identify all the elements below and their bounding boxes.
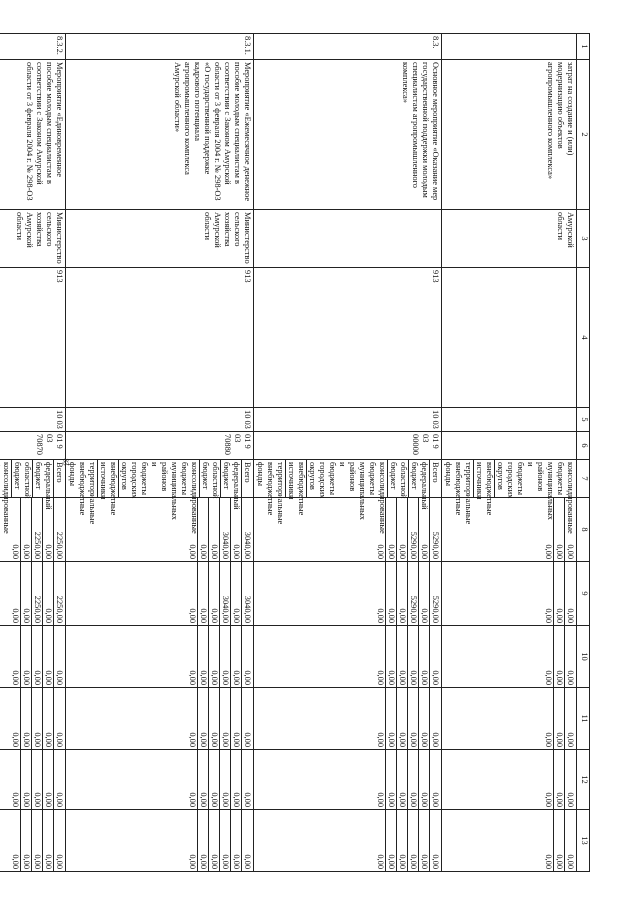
value-line: 0,00: [188, 608, 197, 623]
value-line: 0,00: [544, 608, 553, 623]
value-line: 0,00: [197, 562, 208, 625]
header-cell: 11: [577, 688, 590, 750]
cell-v10: [0, 626, 66, 688]
value-line: 0,00: [429, 626, 440, 687]
value-line: 0,00: [544, 732, 553, 747]
header-cell: 7: [577, 460, 590, 498]
header-cell: 5: [577, 408, 590, 432]
source-line: внебюджетные источники: [287, 462, 306, 516]
value-line: 0,00: [553, 498, 564, 561]
cell-num: 8.3.: [254, 34, 442, 60]
value-line: 0,00: [31, 626, 42, 687]
value-line: 0,00: [219, 750, 230, 809]
header-cell: 12: [577, 750, 590, 810]
value-line: 0,00: [241, 688, 252, 749]
header-cell: 9: [577, 562, 590, 626]
value-line: 0,00: [20, 498, 31, 561]
value-line: 0,00: [407, 688, 418, 749]
value-line: 0,00: [197, 626, 208, 687]
value-line: 0,00: [208, 562, 219, 625]
value-line: 0,00: [53, 626, 64, 687]
value-line: 3040,00: [219, 562, 230, 625]
cell-cs: 01 9 03 00000: [254, 432, 442, 460]
value-line: 0,00: [407, 750, 418, 809]
cell-name: Основное мероприятие «Оказание мер государственной поддержки молодым специалистам агропромышленного комплекса»: [254, 60, 442, 210]
value-line: 0,00: [20, 810, 31, 871]
value-line: 0,00: [376, 544, 385, 559]
value-line: 5290,00: [407, 498, 418, 561]
header-row: [577, 34, 590, 872]
header-cell: 8: [577, 498, 590, 562]
source-line: территориальные внебюджетные фонды: [68, 462, 97, 525]
value-line: 0,00: [188, 544, 197, 559]
cell-exec: [254, 210, 442, 268]
value-line: 0,00: [219, 810, 230, 871]
cell-v9: [254, 562, 442, 626]
value-line: 3040,00: [241, 498, 252, 561]
value-line: 0,00: [230, 810, 241, 871]
value-line: 0,00: [208, 810, 219, 871]
cell-name: Мероприятие «Ежемесячное денежное пособие молодым специалистам в соответствии с Законом Амурской области от 3 февраля 2004 г. № 298-ОЗ «О государственной поддержке кадрового потенциала агропромышленного комплекса Амурской области»: [66, 60, 254, 210]
value-line: 0,00: [42, 750, 53, 809]
header-cell: 13: [577, 810, 590, 872]
value-line: 0,00: [385, 562, 396, 625]
cell-rz: [442, 408, 577, 432]
value-line: 0,00: [385, 810, 396, 871]
value-line: 0,00: [396, 562, 407, 625]
cell-v12: [66, 750, 254, 810]
source-line: федеральный бюджет: [34, 462, 53, 510]
cell-v9: [66, 562, 254, 626]
cell-v12: [254, 750, 442, 810]
value-line: 0,00: [11, 792, 20, 807]
source-line: областной бюджет: [389, 462, 408, 499]
rotated-page: [2, 33, 590, 871]
cell-grbs: 913: [0, 268, 66, 408]
value-line: 0,00: [241, 810, 252, 871]
value-line: 0,00: [11, 544, 20, 559]
value-line: 0,00: [208, 750, 219, 809]
value-line: 0,00: [20, 562, 31, 625]
source-line: внебюджетные источники: [475, 462, 494, 516]
value-line: 0,00: [429, 810, 440, 871]
cell-v13: [66, 810, 254, 872]
cell-v12: [442, 750, 577, 810]
value-line: 0,00: [208, 688, 219, 749]
value-line: 0,00: [219, 626, 230, 687]
cell-num: 8.3.1.: [66, 34, 254, 60]
value-line: 0,00: [396, 810, 407, 871]
cell-grbs: [442, 268, 577, 408]
value-line: 0,00: [197, 688, 208, 749]
value-line: 0,00: [385, 626, 396, 687]
table-body: [0, 34, 590, 872]
cell-v11: [254, 688, 442, 750]
cell-v11: [0, 688, 66, 750]
value-line: 0,00: [407, 626, 418, 687]
cell-cs: 01 9 03 70870: [0, 432, 66, 460]
value-line: 0,00: [208, 498, 219, 561]
cell-grbs: 913: [66, 268, 254, 408]
table-row: [254, 34, 442, 872]
table-row: [442, 34, 577, 872]
value-line: 0,00: [42, 688, 53, 749]
value-line: 0,00: [219, 688, 230, 749]
cell-v13: [442, 810, 577, 872]
value-line: 3040,00: [241, 562, 252, 625]
value-line: 0,00: [553, 810, 564, 871]
value-line: 0,00: [188, 854, 197, 869]
value-line: 0,00: [197, 750, 208, 809]
value-line: 0,00: [230, 562, 241, 625]
cell-v9: [0, 562, 66, 626]
value-line: 0,00: [396, 626, 407, 687]
cell-v13: [0, 810, 66, 872]
value-line: 0,00: [418, 750, 429, 809]
header-cell: 10: [577, 626, 590, 688]
value-line: 0,00: [544, 854, 553, 869]
cell-sources: [442, 460, 577, 534]
value-line: 0,00: [11, 670, 20, 685]
value-line: 0,00: [53, 688, 64, 749]
value-line: 0,00: [20, 750, 31, 809]
value-line: 0,00: [396, 688, 407, 749]
source-line: консолидированные бюджеты муниципальных районов и бюджеты городских округов: [120, 462, 199, 534]
source-line: Всего: [429, 460, 440, 497]
value-line: 0,00: [197, 810, 208, 871]
cell-v10: [442, 626, 577, 688]
value-line: 0,00: [385, 498, 396, 561]
value-line: 0,00: [553, 750, 564, 809]
value-line: 0,00: [418, 626, 429, 687]
cell-exec: Министерство сельского хозяйства Амурской области: [66, 210, 254, 268]
value-line: 0,00: [53, 750, 64, 809]
value-line: 0,00: [553, 626, 564, 687]
value-line: 0,00: [564, 750, 575, 809]
cell-v11: [442, 688, 577, 750]
value-line: 0,00: [42, 810, 53, 871]
source-line: Всего: [53, 460, 64, 497]
value-line: 0,00: [197, 498, 208, 561]
cell-num: [442, 34, 577, 60]
source-line: федеральный бюджет: [222, 462, 241, 510]
source-line: федеральный бюджет: [410, 462, 429, 510]
value-line: 0,00: [31, 750, 42, 809]
value-line: 0,00: [188, 732, 197, 747]
value-line: 0,00: [564, 498, 575, 561]
value-line: 2250,00: [53, 498, 64, 561]
value-line: 0,00: [553, 688, 564, 749]
value-line: 0,00: [429, 688, 440, 749]
value-line: 0,00: [20, 626, 31, 687]
value-line: 0,00: [241, 750, 252, 809]
cell-sources: [0, 460, 66, 534]
value-line: 0,00: [376, 732, 385, 747]
value-line: 0,00: [385, 688, 396, 749]
cell-name: Мероприятие «Единовременное пособие молодым специалистам в соответствии с Законом Амурской области от 3 февраля 2004 г. № 298-ОЗ: [0, 60, 66, 210]
page-number: 83: [61, 458, 70, 466]
header-cell: 3: [577, 210, 590, 268]
value-line: 0,00: [230, 498, 241, 561]
value-line: 0,00: [385, 750, 396, 809]
value-line: 0,00: [376, 670, 385, 685]
value-line: 0,00: [418, 688, 429, 749]
value-line: 0,00: [31, 688, 42, 749]
value-line: 0,00: [11, 732, 20, 747]
value-line: 3040,00: [219, 498, 230, 561]
value-line: 0,00: [418, 810, 429, 871]
cell-exec: Амурской области: [442, 210, 577, 268]
value-line: 0,00: [544, 670, 553, 685]
header-cell: 1: [577, 34, 590, 60]
cell-rz: 10 03: [66, 408, 254, 432]
value-line: 0,00: [53, 810, 64, 871]
source-line: областной бюджет: [13, 462, 32, 499]
cell-v9: [442, 562, 577, 626]
value-line: 0,00: [188, 670, 197, 685]
value-line: 0,00: [418, 562, 429, 625]
cell-sources: [66, 460, 254, 534]
cell-sources: [254, 460, 442, 534]
cell-v10: [254, 626, 442, 688]
value-line: 0,00: [564, 562, 575, 625]
value-line: 0,00: [544, 544, 553, 559]
value-line: 0,00: [544, 792, 553, 807]
value-line: 0,00: [564, 810, 575, 871]
value-line: 0,00: [376, 792, 385, 807]
value-line: 0,00: [429, 750, 440, 809]
value-line: 2250,00: [31, 498, 42, 561]
value-line: 5290,00: [429, 562, 440, 625]
value-line: 0,00: [31, 810, 42, 871]
value-line: 0,00: [407, 810, 418, 871]
cell-rz: 10 03: [0, 408, 66, 432]
header-cell: 6: [577, 432, 590, 460]
cell-v10: [66, 626, 254, 688]
value-line: 0,00: [42, 626, 53, 687]
value-line: 0,00: [396, 498, 407, 561]
source-line: территориальные внебюджетные фонды: [444, 462, 473, 525]
cell-cs: [442, 432, 577, 460]
cell-exec: Министерство сельского хозяйства Амурской области: [0, 210, 66, 268]
value-line: 0,00: [42, 562, 53, 625]
cell-v13: [254, 810, 442, 872]
value-line: 0,00: [11, 854, 20, 869]
cell-grbs: 913: [254, 268, 442, 408]
source-line: консолидированные: [0, 460, 11, 497]
value-line: 0,00: [564, 688, 575, 749]
value-line: 0,00: [230, 626, 241, 687]
source-line: территориальные внебюджетные фонды: [256, 462, 285, 525]
cell-v11: [66, 688, 254, 750]
table-row: [66, 34, 254, 872]
value-line: 0,00: [188, 792, 197, 807]
value-line: 0,00: [42, 498, 53, 561]
header-cell: 2: [577, 60, 590, 210]
cell-cs: 01 9 03 70880: [66, 432, 254, 460]
value-line: 0,00: [230, 688, 241, 749]
source-line: консолидированные бюджеты муниципальных районов и бюджеты городских округов: [308, 462, 387, 534]
value-line: 0,00: [241, 626, 252, 687]
value-line: 0,00: [208, 626, 219, 687]
value-line: 2250,00: [31, 562, 42, 625]
header-cell: 4: [577, 268, 590, 408]
source-line: внебюджетные источники: [99, 462, 118, 516]
budget-table: [0, 33, 590, 872]
source-line: Всего: [241, 460, 252, 497]
value-line: 0,00: [376, 608, 385, 623]
value-line: 0,00: [230, 750, 241, 809]
value-line: 0,00: [553, 562, 564, 625]
value-line: 5290,00: [429, 498, 440, 561]
source-line: областной бюджет: [201, 462, 220, 499]
value-line: 2250,00: [53, 562, 64, 625]
cell-rz: 10 03: [254, 408, 442, 432]
cell-name: затрат на создание и (или) модернизацию объектов агропромышленного комплекса»: [442, 60, 577, 210]
value-line: 0,00: [396, 750, 407, 809]
value-line: 0,00: [20, 688, 31, 749]
table-row: [0, 34, 66, 872]
value-line: 0,00: [564, 626, 575, 687]
source-line: консолидированные бюджеты муниципальных районов и бюджеты городских округов: [496, 462, 575, 534]
value-line: 5290,00: [407, 562, 418, 625]
value-line: 0,00: [11, 608, 20, 623]
value-line: 0,00: [418, 498, 429, 561]
value-line: 0,00: [376, 854, 385, 869]
cell-num: 8.3.2.: [0, 34, 66, 60]
cell-v12: [0, 750, 66, 810]
